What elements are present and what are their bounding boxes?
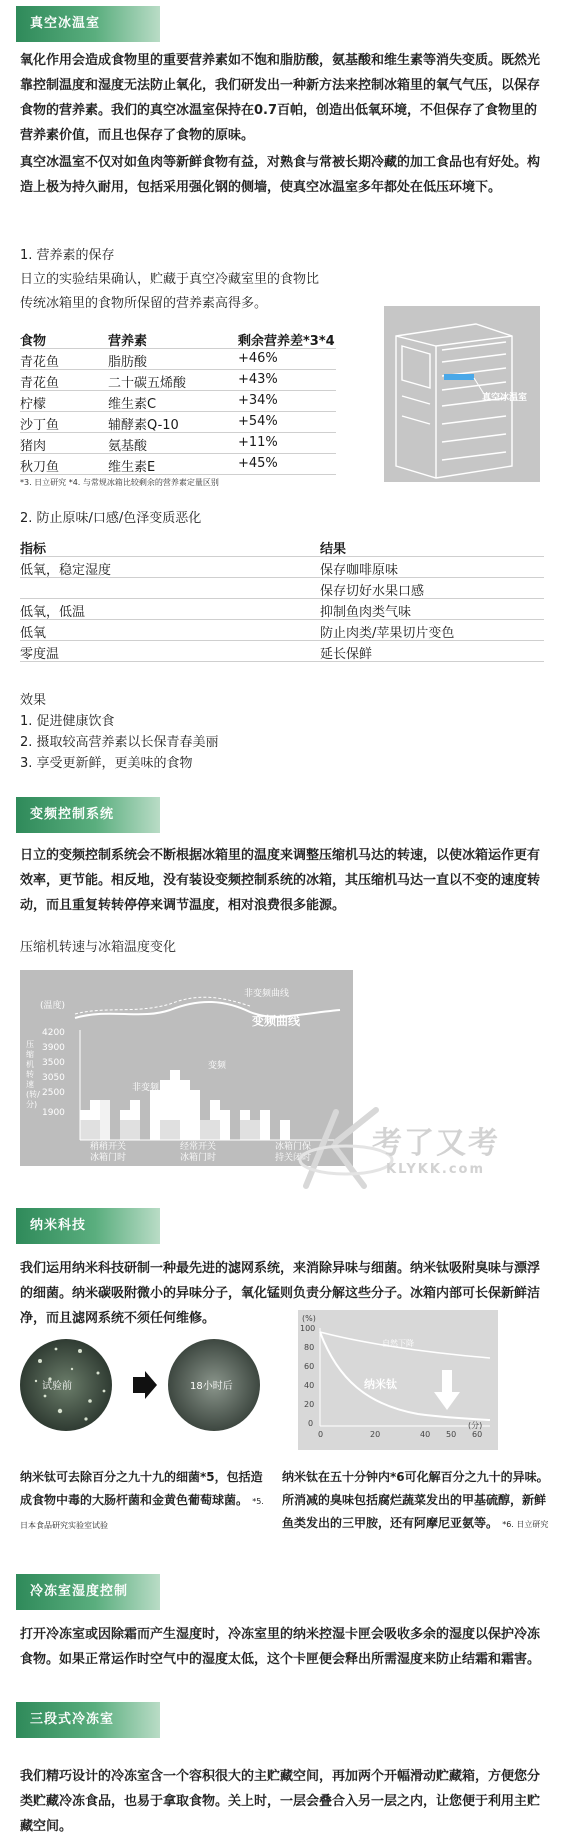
y-tick: 60 [304,1362,315,1371]
table-row [20,557,544,578]
table-cell: +54% [238,414,278,429]
table-cell: 延长保鲜 [320,647,373,662]
tick-label: 4200 [42,1028,65,1038]
label-inverter: 变频 [208,1061,227,1071]
watermark-logo [286,1102,526,1194]
petri-comparison [20,1321,278,1449]
taste-table [20,536,544,662]
nutrient-table [20,328,336,475]
legend-non-inverter: 非变频曲线 [244,989,290,999]
nano-titanium-label: 纳米钛 [364,1378,397,1391]
table-cell: 低氧，低温 [20,605,86,620]
column-header: 结果 [320,542,347,557]
table-row [20,454,336,475]
table-cell: +45% [238,456,278,471]
table-row [20,620,544,641]
table-cell: +11% [238,435,278,450]
humidity-paragraph: 打开冷冻室或因除霜而产生湿度时，冷冻室里的纳米控湿卡匣会吸收多余的湿度以保护冷冻食物。如果正常运作时空气中的湿度太低，这个卡匣便会释出所需湿度来防止结霜和霜害。 [20,1627,541,1667]
fridge-illustration [384,306,540,482]
table-cell: 辅酵素Q-10 [108,418,179,433]
table-cell: 防止肉类/苹果切片变色 [320,626,455,641]
table-cell: 保存咖啡原味 [320,563,399,578]
y-tick: 20 [304,1400,315,1409]
x-tick: 20 [370,1430,381,1439]
table-cell: 氨基酸 [108,439,148,454]
table-cell: 秋刀鱼 [20,460,60,475]
column-header: 食物 [20,334,47,349]
petri-before-label: 试验前 [42,1381,72,1392]
table-row [20,391,336,412]
x-label: 经常开关 冰箱门时 [180,1142,217,1163]
nutrient-text-1: 日立的实验结果确认，贮藏于真空冷藏室里的食物比 [20,272,320,287]
y-axis-label: 压缩机转速(转/分) [26,1040,40,1109]
vacuum-paragraph-2: 真空冰温室不仅对如鱼肉等新鲜食物有益，对熟食与常被长期冷藏的加工食品也有好处。构造上极为持久耐用，包括采用强化钢的侧墙，使真空冰温室多年都处在低压环境下。 [20,155,541,195]
taste-heading: 2. 防止原味/口感/色泽变质恶化 [20,511,202,526]
table-cell: 抑制鱼肉类气味 [320,605,412,620]
x-tick: 0 [318,1430,324,1439]
x-unit: (分) [468,1421,483,1430]
x-tick: 50 [446,1430,457,1439]
table-cell: 柠檬 [20,397,47,412]
nano-paragraph: 我们运用纳米科技研制一种最先进的滤网系统，来消除异味与细菌。纳米钛吸附臭味与漂浮的细菌。纳米碳吸附微小的异味分子，氧化锰则负责分解这些分子。冰箱内部可长保新鲜洁 净，而且滤网系统不须任何维修。 [20,1261,541,1326]
table-row [20,370,336,391]
caption-left [20,1466,270,1537]
section-title-inverter: 变频控制系统 [16,797,160,833]
section-title-humidity: 冷冻室湿度控制 [16,1574,160,1610]
table-row [20,433,336,454]
table-cell: +46% [238,351,278,366]
petri-after-label: 18小时后 [190,1381,233,1392]
table-row [20,641,544,662]
nutrient-heading: 1. 营养素的保存 [20,248,115,263]
effect-item: 1. 促进健康饮食 [20,714,115,729]
column-header: 营养素 [108,334,148,349]
legend-inverter: 变频曲线 [252,1014,301,1028]
table-cell: 保存切好水果口感 [320,584,425,599]
effect-item: 3. 享受更新鲜，更美味的食物 [20,756,193,771]
x-label: 冰箱门保 持关闭时 [275,1142,312,1163]
table-cell: 猪肉 [20,439,47,454]
caption-left-text: 纳米钛可去除百分之九十九的细菌*5，包括造成食物中毒的大肠杆菌和金黄色葡萄球菌。 [20,1470,263,1507]
table-cell: 维生素C [108,397,157,412]
tick-label: 3500 [42,1058,65,1068]
caption-right-text: 纳米钛在五十分钟内*6可化解百分之九十的异味。所消减的臭味包括腐烂蔬菜发出的甲基硫醇，新鲜鱼类发出的三甲胺，还有阿摩尼亚氨等。 [282,1470,549,1530]
three-stage-paragraph: 我们精巧设计的冷冻室含一个容积很大的主贮藏空间，再加两个开幅滑动贮藏箱，方便您分类贮藏冷冻食品，也易于拿取食物。关上时，一层会叠合入另一层之内，让您便于利用主贮藏空间。 [20,1769,541,1834]
y-tick: 0 [308,1419,314,1428]
caption-right-note: *6. 日立研究 [502,1520,549,1529]
tick-label: 1900 [42,1108,65,1118]
table-cell: 零度温 [20,647,60,662]
temp-label: (温度) [40,1001,66,1011]
natural-decline-label: 自然下降 [382,1339,414,1348]
table-header-row [20,536,544,557]
odor-chart [298,1310,498,1450]
vacuum-paragraph-1: 氧化作用会造成食物里的重要营养素如不饱和脂肪酸，氨基酸和维生素等消失变质。既然光靠控制温度和湿度无法防止氧化，我们研发出一种新方法来控制冰箱里的氧气气压，以保存食物的营养素。我们的真空冰温室保持在0.7百帕，创造出低氧环境，不但保存了食物里的营养素价值，而且也保存了食物的原味。 [20,53,541,143]
fridge-label: 真空冰温室 [482,393,528,403]
table-header-row [20,328,336,349]
table-row [20,412,336,433]
table-cell: 青花鱼 [20,376,60,391]
nutrient-text-2: 传统冰箱里的食物所保留的营养素高得多。 [20,296,268,311]
effect-item: 2. 摄取较高营养素以长保青春美丽 [20,735,219,750]
y-tick: 80 [304,1343,315,1352]
tick-label: 3900 [42,1043,65,1053]
caption-right [282,1466,552,1536]
table-cell: 青花鱼 [20,355,60,370]
table-cell: 维生素E [108,460,156,475]
watermark-url: KLYKK.com [386,1162,486,1177]
table-cell: 二十碳五烯酸 [108,376,187,391]
x-tick: 40 [420,1430,431,1439]
table-cell: 低氧 [20,626,47,641]
tick-label: 3050 [42,1073,65,1083]
label-non-inverter: 非变频 [132,1083,160,1093]
x-tick: 60 [472,1430,483,1439]
column-header: 剩余营养差*3*4 [238,334,335,349]
column-header: 指标 [20,542,47,557]
y-unit: (%) [302,1314,316,1323]
table-row [20,349,336,370]
table-cell: +43% [238,372,278,387]
table-cell: 脂肪酸 [108,355,148,370]
y-tick: 40 [304,1381,315,1390]
chart-heading: 压缩机转速与冰箱温度变化 [20,940,177,955]
table-row [20,578,544,599]
section-title-vacuum: 真空冰温室 [16,6,160,42]
nutrient-footnote: *3. 日立研究 *4. 与常规冰箱比较剩余的营养素定量区别 [20,478,219,487]
table-cell: 沙丁鱼 [20,418,60,433]
section-title-three-stage: 三段式冷冻室 [16,1702,160,1738]
effect-heading: 效果 [20,693,47,708]
table-row [20,599,544,620]
inverter-paragraph: 日立的变频控制系统会不断根据冰箱里的温度来调整压缩机马达的转速，以使冰箱运作更有效率，更节能。相反地，没有装设变频控制系统的冰箱，其压缩机马达一直以不变的速度转动，而且重复转转停停来调节温度，相对浪费很多能源。 [20,848,541,913]
tick-label: 2500 [42,1088,65,1098]
y-tick: 100 [300,1324,316,1333]
section-title-nano: 纳米科技 [16,1208,160,1244]
caption-left-note: *5. 日本食品研究实验室试验 [20,1497,264,1530]
table-cell: +34% [238,393,278,408]
table-cell: 低氧，稳定湿度 [20,563,112,578]
x-label: 稍稍开关 冰箱门时 [90,1142,127,1163]
watermark-text: 考了又考 [372,1126,500,1161]
